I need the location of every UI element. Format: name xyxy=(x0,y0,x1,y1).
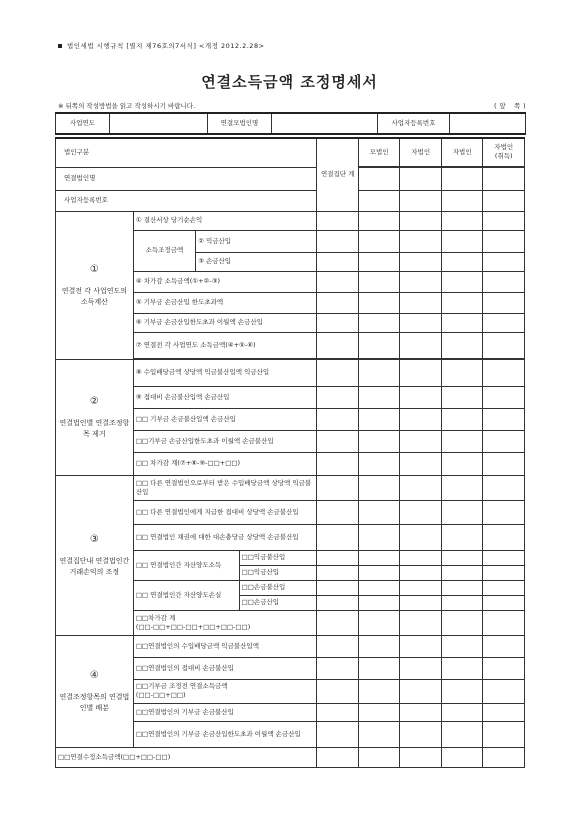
cell[interactable] xyxy=(483,500,525,524)
row-23-label: □□연결법인의 기부금 손금산입한도초과 이월액 손금산입 xyxy=(133,721,317,747)
row-4-label: ④ 차가감 소득금액(①+②-③) xyxy=(133,271,317,292)
square-bullet-icon xyxy=(58,44,62,48)
cell[interactable] xyxy=(483,359,525,386)
cell[interactable] xyxy=(317,230,359,252)
cell[interactable] xyxy=(441,747,483,767)
cell[interactable] xyxy=(358,313,400,332)
row-22-label: □□연결법인의 기부금 손금불산입 xyxy=(133,703,317,721)
row-24-label: □□연결수정소득금액(□□+□□-□□) xyxy=(56,747,317,767)
cell[interactable] xyxy=(358,167,400,190)
cell[interactable] xyxy=(317,721,359,747)
cell[interactable] xyxy=(317,252,359,271)
row-7-label: ⑦ 연결전 각 사업연도 소득금액(④+⑤-⑥) xyxy=(133,332,317,358)
cell[interactable] xyxy=(358,386,400,408)
cell[interactable] xyxy=(483,430,525,452)
cell[interactable] xyxy=(441,359,483,386)
cell[interactable] xyxy=(483,475,525,500)
cell[interactable] xyxy=(358,635,400,657)
row-18-label xyxy=(133,610,317,635)
cell[interactable] xyxy=(441,386,483,408)
cell[interactable] xyxy=(317,292,359,313)
row-17a-label: □□손금불산입 xyxy=(239,580,317,595)
cell[interactable] xyxy=(317,550,359,565)
cell[interactable] xyxy=(441,595,483,610)
cell[interactable] xyxy=(400,211,442,230)
cell[interactable] xyxy=(317,211,359,230)
row-18-formula: (□□-□□+□□-□□+□□+□□-□□) xyxy=(135,622,251,631)
cell[interactable] xyxy=(400,271,442,292)
row-11-label: □□기부금 손금산입한도초과 이월액 손금불산입 xyxy=(133,430,317,452)
cell[interactable] xyxy=(400,386,442,408)
cell[interactable] xyxy=(317,747,359,767)
row-17-label: □□ 연결법인간 자산양도손실 xyxy=(133,580,239,610)
cell[interactable] xyxy=(441,524,483,550)
section3-title: 연결집단내 연결법인간 거래손익의 조정 xyxy=(59,556,130,576)
cell[interactable] xyxy=(358,721,400,747)
cell[interactable] xyxy=(441,252,483,271)
cell[interactable] xyxy=(483,211,525,230)
cell[interactable] xyxy=(400,430,442,452)
cell[interactable] xyxy=(400,657,442,679)
cell[interactable] xyxy=(317,430,359,452)
row-12-label: □□ 차가감 계(⑦+⑧-⑨-□□+□□) xyxy=(133,452,317,475)
cell[interactable] xyxy=(358,524,400,550)
row-16a-label: □□익금불산입 xyxy=(239,550,317,565)
cell[interactable] xyxy=(441,721,483,747)
form-header xyxy=(58,41,265,50)
cell[interactable] xyxy=(317,703,359,721)
section4-label xyxy=(56,635,134,747)
cell[interactable] xyxy=(441,635,483,657)
cell[interactable] xyxy=(358,332,400,358)
row-17b-label: □□손금산입 xyxy=(239,595,317,610)
cell[interactable] xyxy=(358,679,400,703)
row-8-label: ⑧ 수입배당금액 상당액 익금불산입액 익금산입 xyxy=(133,359,317,386)
cell[interactable] xyxy=(400,252,442,271)
cell[interactable] xyxy=(441,610,483,635)
row-21-label xyxy=(133,679,317,703)
cell[interactable] xyxy=(358,230,400,252)
corp-type-label: 법인구분 xyxy=(56,138,317,167)
cell[interactable] xyxy=(358,359,400,386)
parent-name-label: 연결모법인명 xyxy=(208,113,272,134)
cell[interactable] xyxy=(400,408,442,430)
cell[interactable] xyxy=(441,408,483,430)
cell[interactable] xyxy=(317,500,359,524)
cell[interactable] xyxy=(483,386,525,408)
cell[interactable] xyxy=(400,190,442,211)
cell[interactable] xyxy=(441,190,483,211)
parent-name-field[interactable] xyxy=(272,113,378,134)
linked-biz-no-label: 사업자등록번호 xyxy=(56,190,317,211)
cell[interactable] xyxy=(358,475,400,500)
section1-title: 연결전 각 사업연도의 소득계산 xyxy=(61,286,128,306)
cell[interactable] xyxy=(441,292,483,313)
cell[interactable] xyxy=(483,313,525,332)
group-total-header: 연결집단 계 xyxy=(317,138,359,211)
cell[interactable] xyxy=(483,332,525,358)
cell[interactable] xyxy=(483,703,525,721)
cell[interactable] xyxy=(317,386,359,408)
cell[interactable] xyxy=(317,679,359,703)
cell[interactable] xyxy=(317,359,359,386)
cell[interactable] xyxy=(483,721,525,747)
cell[interactable] xyxy=(400,610,442,635)
cell[interactable] xyxy=(441,167,483,190)
section1-number: ① xyxy=(89,264,99,276)
cell[interactable] xyxy=(483,595,525,610)
biz-no-label: 사업자등록번호 xyxy=(378,113,450,134)
cell[interactable] xyxy=(317,332,359,358)
cell[interactable] xyxy=(358,550,400,565)
child1-header: 자법인 xyxy=(400,138,442,166)
cell[interactable] xyxy=(317,271,359,292)
cell[interactable] xyxy=(483,657,525,679)
cell[interactable] xyxy=(358,211,400,230)
cell[interactable] xyxy=(441,565,483,580)
row-16-label: □□ 연결법인간 자산양도소득 xyxy=(133,550,239,580)
linked-corp-name-label: 연결법인명 xyxy=(56,167,317,190)
cell[interactable] xyxy=(400,292,442,313)
cell[interactable] xyxy=(358,657,400,679)
cell[interactable] xyxy=(441,703,483,721)
income-adjustment-label: 소득조정금액 xyxy=(133,230,195,271)
cell[interactable] xyxy=(358,292,400,313)
child-etc-header xyxy=(483,138,525,166)
row-3-label: ③ 손금산입 xyxy=(196,252,317,271)
cell[interactable] xyxy=(483,580,525,595)
section3-label xyxy=(56,475,134,635)
row-18-title: □□차가감 계 xyxy=(135,613,176,622)
cell[interactable] xyxy=(358,452,400,475)
cell[interactable] xyxy=(483,610,525,635)
cell[interactable] xyxy=(358,747,400,767)
cell[interactable] xyxy=(483,252,525,271)
section3-number: ③ xyxy=(89,534,99,546)
cell[interactable] xyxy=(400,550,442,565)
cell[interactable] xyxy=(317,595,359,610)
parent-header: 모법인 xyxy=(358,138,400,166)
instruction-note: ※ 뒤쪽의 작성방법을 읽고 작성하시기 바랍니다. xyxy=(58,102,196,110)
row-9-label: ⑨ 접대비 손금불산입액 손금산입 xyxy=(133,386,317,408)
cell[interactable] xyxy=(400,475,442,500)
row-14-label: □□ 다른 연결법인에게 지급한 접대비 상당액 손금불산입 xyxy=(133,500,317,524)
cell[interactable] xyxy=(400,703,442,721)
cell[interactable] xyxy=(358,595,400,610)
cell[interactable] xyxy=(483,747,525,767)
page-title: 연결소득금액 조정명세서 xyxy=(201,73,378,91)
cell[interactable] xyxy=(441,475,483,500)
cell[interactable] xyxy=(483,524,525,550)
cell[interactable] xyxy=(317,580,359,595)
cell[interactable] xyxy=(441,211,483,230)
row-20-label: □□연결법인의 접대비 손금불산입 xyxy=(133,657,317,679)
row-19-label: □□연결법인의 수입배당금액 익금불산입액 xyxy=(133,635,317,657)
income-adjustment-table xyxy=(55,137,525,768)
cell[interactable] xyxy=(441,679,483,703)
cell[interactable] xyxy=(483,635,525,657)
cell[interactable] xyxy=(441,430,483,452)
cell[interactable] xyxy=(317,524,359,550)
child-etc-label: 자법인 xyxy=(494,143,514,152)
cell[interactable] xyxy=(358,565,400,580)
row-5-label: ⑤ 기부금 손금산입 한도초과액 xyxy=(133,292,317,313)
row-21-title: □□기부금 조정전 연결소득금액 xyxy=(135,682,228,691)
business-year-label: 사업연도 xyxy=(56,113,110,134)
cell[interactable] xyxy=(441,550,483,565)
cell[interactable] xyxy=(441,580,483,595)
cell[interactable] xyxy=(358,271,400,292)
cell[interactable] xyxy=(317,635,359,657)
cell[interactable] xyxy=(400,500,442,524)
business-year-field[interactable] xyxy=(110,113,208,134)
cell[interactable] xyxy=(483,190,525,211)
cell[interactable] xyxy=(483,452,525,475)
cell[interactable] xyxy=(483,271,525,292)
cell[interactable] xyxy=(441,332,483,358)
page-side-label: (앞 쪽) xyxy=(494,102,529,110)
cell[interactable] xyxy=(317,610,359,635)
cell[interactable] xyxy=(441,271,483,292)
cell[interactable] xyxy=(358,610,400,635)
cell[interactable] xyxy=(358,408,400,430)
cell[interactable] xyxy=(400,747,442,767)
cell[interactable] xyxy=(358,500,400,524)
row-13-label: □□ 다른 연결법인으로부터 받은 수입배당금액 상당액 익금불산입 xyxy=(133,475,317,500)
section2-title: 연결법인별 연결조정항목 제거 xyxy=(59,418,130,438)
cell[interactable] xyxy=(400,635,442,657)
cell[interactable] xyxy=(400,359,442,386)
cell[interactable] xyxy=(358,190,400,211)
row-21-formula: (□□-□□+□□) xyxy=(135,691,186,699)
cell[interactable] xyxy=(483,679,525,703)
cell[interactable] xyxy=(400,595,442,610)
cell[interactable] xyxy=(358,430,400,452)
cell[interactable] xyxy=(483,230,525,252)
cell[interactable] xyxy=(400,332,442,358)
cell[interactable] xyxy=(358,252,400,271)
cell[interactable] xyxy=(400,230,442,252)
cell[interactable] xyxy=(400,167,442,190)
cell[interactable] xyxy=(358,580,400,595)
cell[interactable] xyxy=(317,408,359,430)
biz-no-field[interactable] xyxy=(450,113,526,134)
cell[interactable] xyxy=(400,721,442,747)
section1-label xyxy=(56,211,134,359)
cell[interactable] xyxy=(400,524,442,550)
child-etc-sub-label: (취득) xyxy=(494,152,513,161)
cell[interactable] xyxy=(358,703,400,721)
row-10-label: □□ 기부금 손금불산입액 손금산입 xyxy=(133,408,317,430)
cell[interactable] xyxy=(483,408,525,430)
cell[interactable] xyxy=(400,565,442,580)
cell[interactable] xyxy=(317,313,359,332)
row-2-label: ② 익금산입 xyxy=(196,230,317,252)
row-1-label: ① 결산서상 당기순손익 xyxy=(133,211,317,230)
cell[interactable] xyxy=(400,580,442,595)
row-16b-label: □□익금산입 xyxy=(239,565,317,580)
cell[interactable] xyxy=(317,475,359,500)
cell[interactable] xyxy=(441,657,483,679)
cell[interactable] xyxy=(483,550,525,565)
info-table xyxy=(55,112,526,135)
cell[interactable] xyxy=(441,452,483,475)
cell[interactable] xyxy=(400,452,442,475)
row-15-label: □□ 연결법인 채권에 대한 대손충당금 상당액 손금불산입 xyxy=(133,524,317,550)
section2-number: ② xyxy=(89,396,99,408)
cell[interactable] xyxy=(317,565,359,580)
cell[interactable] xyxy=(441,500,483,524)
section4-title: 연결조정항목의 연결법인별 배분 xyxy=(59,692,130,712)
cell[interactable] xyxy=(483,565,525,580)
section2-label xyxy=(56,359,134,475)
cell[interactable] xyxy=(483,292,525,313)
cell[interactable] xyxy=(441,230,483,252)
cell[interactable] xyxy=(317,657,359,679)
child2-header: 자법인 xyxy=(441,138,483,166)
cell[interactable] xyxy=(441,313,483,332)
cell[interactable] xyxy=(483,167,525,190)
law-reference: 법인세법 시행규칙 [별지 제76호의7서식] <개정 2012.2.28> xyxy=(67,42,265,50)
cell[interactable] xyxy=(317,452,359,475)
section4-number: ④ xyxy=(89,670,99,682)
cell[interactable] xyxy=(400,313,442,332)
cell[interactable] xyxy=(400,679,442,703)
row-6-label: ⑥ 기부금 손금산입한도초과 이월액 손금산입 xyxy=(133,313,317,332)
